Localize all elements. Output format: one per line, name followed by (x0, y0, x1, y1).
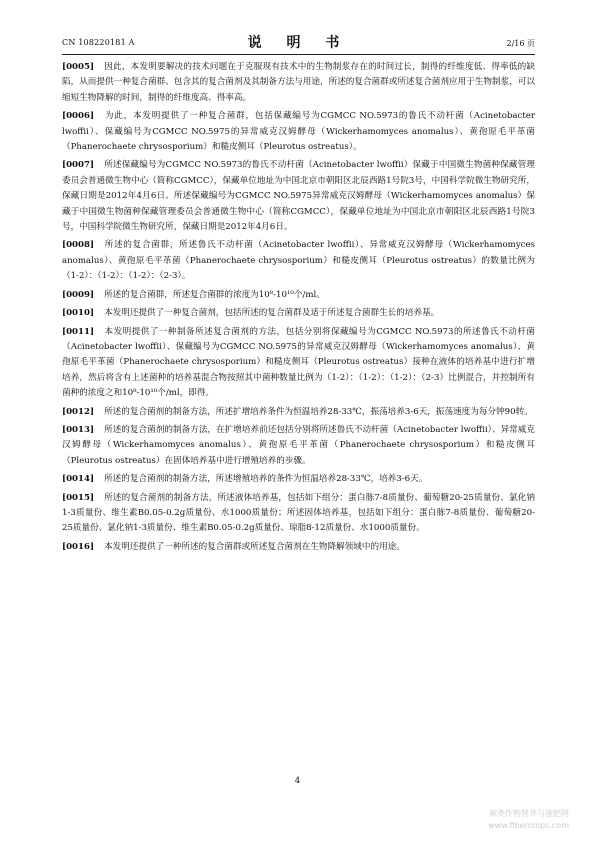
watermark (488, 808, 569, 832)
page-number: 4 (294, 776, 301, 786)
paragraph-number: [0008] (62, 240, 95, 251)
publication-number: CN 108220181 A (62, 38, 135, 47)
paragraph-0013 (62, 423, 535, 469)
paragraph-text: 为此，本发明提供了一种复合菌群，包括保藏编号为CGMCC NO.5973的鲁氏不动杆菌（Acinetobacter lwoffii）、保藏编号为CGMCC NO.5975的异常威克汉姆酵母（Wickerhamomyces anomalus）、黄孢原毛平革菌（Phanerochaete chrysosporium）和糙皮侧耳（Pleurotus ostreatus）。 (62, 111, 535, 153)
paragraph-number: [0009] (62, 289, 95, 300)
paragraph-0010 (62, 306, 535, 321)
paragraph-0006 (62, 109, 535, 155)
paragraph-text: 本发明还提供了一种所述的复合菌群或所述复合菌剂在生物降解领域中的用途。 (104, 541, 405, 552)
paragraph-text: 所述的复合菌剂的制备方法，所述扩增培养条件为恒温培养28-33℃，振荡培养3-6天，振荡速度为每分钟90转。 (104, 406, 533, 417)
paragraph-text: 所述保藏编号为CGMCC NO.5973的鲁氏不动杆菌（Acinetobacter lwoffii）保藏于中国微生物菌种保藏管理委员会普通微生物中心（简称CGMCC），保藏单位地址为中国北京市朝阳区北辰西路1号院3号，中国科学院微生物研究所，保藏日期是2012年4月6日。所述保藏编号为CGMCC NO.5975异常威克汉姆酵母（Wickerhamomyces anomalus）保藏于中国微生物菌种保藏管理委员会普通微生物中心（简称CGMCC），保藏单位地址为中国北京市朝阳区北辰西路1号院3号，中国科学院微生物研究所，保藏日期是2012年4月6日。 (62, 160, 535, 233)
page-header (62, 32, 535, 52)
paragraph-text: 所述的复合菌剂的制备方法，所述液体培养基，包括如下组分：蛋白胨7-8质量份、葡萄糖20-25质量份、氯化钠1-3质量份、维生素B0.05-0.2g质量份、水1000质量份；所述固体培养基，包括如下组分：蛋白胨7-8质量份、葡萄糖20-25质量份、氯化钠1-3质量份、维生素B0.05-0.2g质量份、琼脂8-12质量份、水1000质量份。 (62, 492, 535, 534)
paragraph-0014 (62, 472, 535, 487)
paragraph-number: [0015] (62, 492, 95, 503)
paragraph-text: 所述的复合菌剂的制备方法，所述增殖培养的条件为恒温培养28-33℃，培养3-6天。 (104, 474, 428, 485)
paragraph-number: [0011] (62, 326, 95, 337)
paragraph-number: [0005] (62, 62, 95, 72)
paragraph-0015 (62, 491, 535, 537)
document-title: 说 明 书 (247, 35, 350, 51)
paragraph-text: 所述的复合菌群，所述复合菌群的浓度为10⁸-10¹⁰个/ml。 (104, 289, 325, 300)
paragraph-0009 (62, 288, 535, 303)
paragraph-number: [0013] (62, 424, 95, 435)
paragraph-number: [0016] (62, 541, 95, 552)
paragraph-0008 (62, 238, 535, 284)
watermark-url: www.fibercrops.com (488, 821, 569, 830)
paragraph-0007 (62, 158, 535, 235)
paragraph-text: 所述的复合菌群，所述鲁氏不动杆菌（Acinetobacter lwoffii）、异常威克汉姆酵母（Wickerhamomyces anomalus）、黄孢原毛平革菌（Phanerochaete chrysosporium）和糙皮侧耳（Pleurotus ostreatus）的数量比例为（1-2）：（1-2）：（1-2）：（2-3）。 (62, 240, 535, 282)
paragraph-0005 (62, 60, 535, 106)
paragraph-0011 (62, 325, 535, 402)
page-info: 2/16 页 (506, 39, 535, 48)
paragraph-0016 (62, 540, 535, 555)
header-rule (62, 54, 535, 55)
paragraph-number: [0014] (62, 474, 95, 485)
watermark-name: 麻类作物营养与施肥网 (489, 809, 569, 818)
paragraph-number: [0010] (62, 308, 95, 319)
paragraph-number: [0006] (62, 111, 95, 122)
paragraph-text: 所述的复合菌剂的制备方法，在扩增培养前还包括分别将所述鲁氏不动杆菌（Acinetobacter lwoffii）、异常威克汉姆酵母（Wickerhamomyces anomalus）、黄孢原毛平革菌（Phanerochaete chrysosporium）和糙皮侧耳（Pleurotus ostreatus）在固体培养基中进行增殖培养的步骤。 (62, 424, 535, 466)
paragraph-text: 因此，本发明要解决的技术问题在于克服现有技术中的生物制浆存在的时间过长，制得的纤维度低、得率低的缺陷，从而提供一种复合菌群、包含其的复合菌剂及其制备方法与用途，所述的复合菌群或所述复合菌剂应用于生物制浆，可以缩短生物降解的时间，制得的纤维度高、得率高。 (62, 62, 535, 103)
paragraph-text: 本发明还提供了一种复合菌剂，包括所述的复合菌群及适于所述复合菌群生长的培养基。 (104, 308, 440, 319)
paragraph-0012 (62, 405, 535, 420)
paragraph-text: 本发明提供了一种制备所述复合菌剂的方法，包括分别将保藏编号为CGMCC NO.5973的所述鲁氏不动杆菌（Acinetobacter lwoffii）、保藏编号为CGMCC NO.5975的异常威克汉姆酵母（Wickerhamomyces anomalus）、黄孢原毛平革菌（Phanerochaete chrysosporium）和糙皮侧耳（Pleurotus ostreatus）接种在液体的培养基中进行扩增培养，然后将含有上述菌种的培养基混合物按照其中菌种数量比例为（1-2）：（1-2）：（1-2）：（2-3）比例混合，并控制所有菌种的浓度之和10⁸-10¹⁰个/ml，即得。 (62, 326, 535, 399)
paragraph-number: [0012] (62, 406, 95, 417)
paragraph-number: [0007] (62, 160, 95, 171)
document-body (62, 60, 535, 558)
